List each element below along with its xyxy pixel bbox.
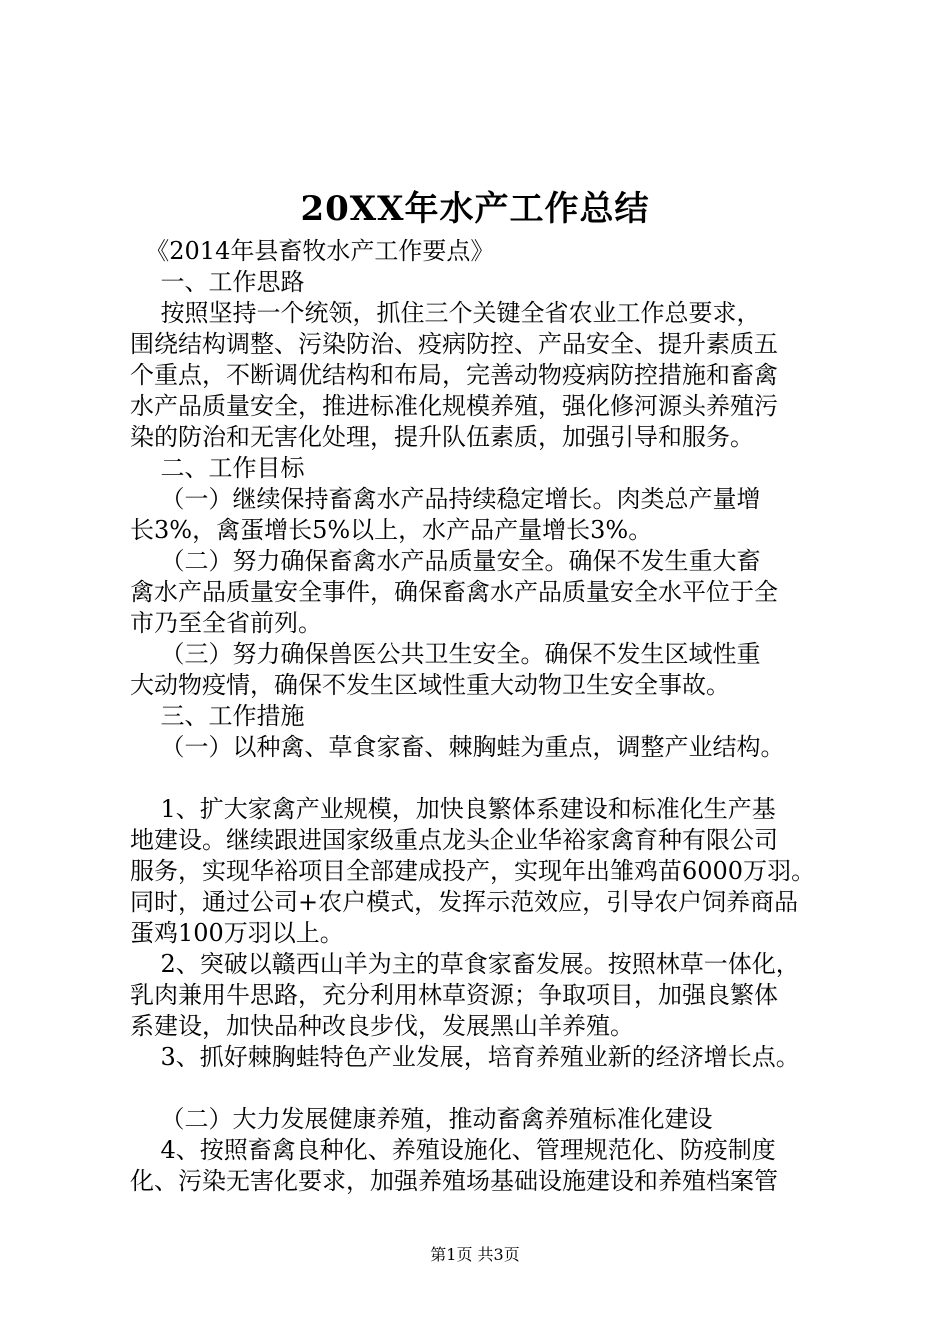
body-line: 长3%，禽蛋增长5%以上，水产品产量增长3%。 [130,516,653,544]
body-line: 蛋鸡100万羽以上。 [130,919,344,947]
section-heading: 一、工作思路 [130,268,305,296]
page-number: 第1页 共3页 [430,1245,520,1264]
section-heading: 二、工作目标 [130,454,305,482]
body-line: 大动物疫情，确保不发生区域性重大动物卫生安全事故。 [130,671,730,699]
body-line: （二）努力确保畜禽水产品质量安全。确保不发生重大畜 [130,547,761,575]
body-line: （一）以种禽、草食家畜、棘胸蛙为重点，调整产业结构。 [130,733,785,761]
body-line: 乳肉兼用牛思路，充分利用林草资源；争取项目，加强良繁体 [130,981,778,1009]
document-body [130,236,830,1197]
body-line: 按照坚持一个统领，抓住三个关键全省农业工作总要求， [130,299,761,327]
body-line: 1、扩大家禽产业规模，加快良繁体系建设和标准化生产基 [130,795,776,823]
body-line: 化、污染无害化要求，加强养殖场基础设施建设和养殖档案管 [130,1167,778,1195]
body-line: 同时，通过公司+农户模式，发挥示范效应，引导农户饲养商品 [130,888,799,916]
body-line: （三）努力确保兽医公共卫生安全。确保不发生区域性重 [130,640,761,668]
body-line: 禽水产品质量安全事件，确保畜禽水产品质量安全水平位于全 [130,578,778,606]
body-line: 系建设，加快品种改良步伐，发展黑山羊养殖。 [130,1012,634,1040]
body-line: 染的防治和无害化处理，提升队伍素质，加强引导和服务。 [130,423,754,451]
blank-line [130,763,830,794]
body-line: （一）继续保持畜禽水产品持续稳定增长。肉类总产量增 [130,485,761,513]
body-line: 2、突破以赣西山羊为主的草食家畜发展。按照林草一体化， [130,950,800,978]
body-line: 个重点，不断调优结构和布局，完善动物疫病防控措施和畜禽 [130,361,778,389]
body-line: 市乃至全省前列。 [130,609,322,637]
body-line: （二）大力发展健康养殖，推动畜禽养殖标准化建设 [130,1105,713,1133]
body-line: 3、抓好棘胸蛙特色产业发展，培育养殖业新的经济增长点。 [130,1043,800,1071]
body-line: 服务，实现华裕项目全部建成投产，实现年出雏鸡苗6000万羽。 [130,857,816,885]
body-line: 《2014年县畜牧水产工作要点》 [130,237,495,265]
body-line: 水产品质量安全，推进标准化规模养殖，强化修河源头养殖污 [130,392,778,420]
section-heading: 三、工作措施 [130,702,305,730]
document-title: 20XX年水产工作总结 [300,189,650,229]
body-line: 围绕结构调整、污染防治、疫病防控、产品安全、提升素质五 [130,330,778,358]
body-line: 地建设。继续跟进国家级重点龙头企业华裕家禽育种有限公司 [130,826,778,854]
body-line: 4、按照畜禽良种化、养殖设施化、管理规范化、防疫制度 [130,1136,776,1164]
blank-line [130,1073,830,1104]
